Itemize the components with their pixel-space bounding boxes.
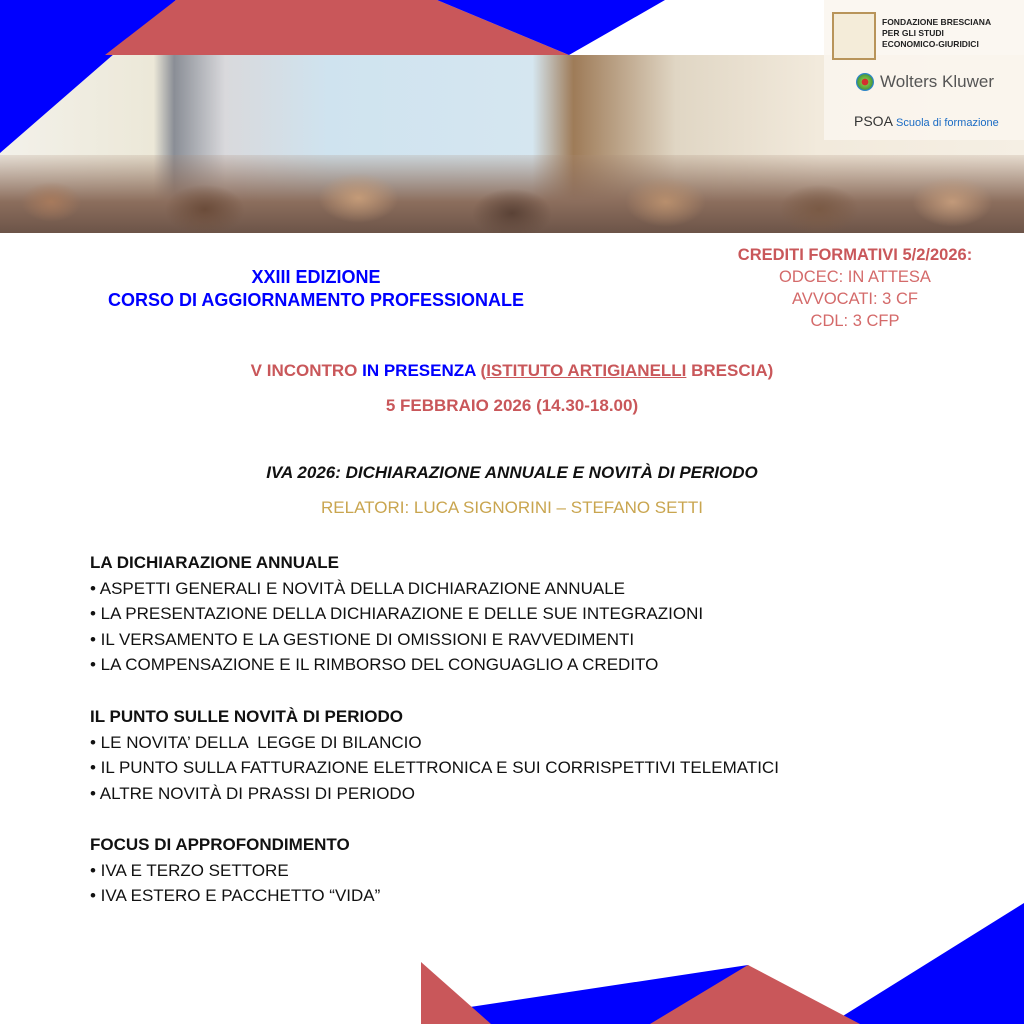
venue-city: BRESCIA) <box>686 361 774 380</box>
fondazione-line: PER GLI STUDI <box>882 28 944 38</box>
list-item: • IL VERSAMENTO E LA GESTIONE DI OMISSIONI E RAVVEDIMENTI <box>90 629 635 649</box>
venue-link[interactable]: ISTITUTO ARTIGIANELLI <box>486 361 687 380</box>
course-title <box>60 266 572 312</box>
wolters-kluwer-icon <box>856 73 874 91</box>
list-item: • IL PUNTO SULLA FATTURAZIONE ELETTRONICA E SUI CORRISPETTIVI TELEMATICI <box>90 758 779 778</box>
fondazione-logo-icon <box>832 12 876 60</box>
list-item: • IVA ESTERO E PACCHETTO “VIDA” <box>90 886 381 906</box>
wolters-kluwer-logo: Wolters Kluwer <box>880 72 994 91</box>
course-name: CORSO DI AGGIORNAMENTO PROFESSIONALE <box>107 290 525 310</box>
psoa-logo <box>854 113 999 129</box>
bottom-right-blue-shape <box>830 903 1024 1024</box>
event-date: 5 FEBBRAIO 2026 (14.30-18.00) <box>385 396 639 415</box>
meeting-info <box>0 361 1024 381</box>
fondazione-line: FONDAZIONE BRESCIANA <box>882 17 992 27</box>
fondazione-line: ECONOMICO-GIURIDICI <box>882 39 979 49</box>
list-item: • IVA E TERZO SETTORE <box>90 860 289 880</box>
section-heading: IL PUNTO SULLE NOVITÀ DI PERIODO <box>90 707 403 726</box>
meeting-mode: IN PRESENZA <box>362 361 481 380</box>
paren: ( <box>480 361 487 380</box>
meeting-number: V INCONTRO <box>250 361 363 380</box>
list-item: • ALTRE NOVITÀ DI PRASSI DI PERIODO <box>90 783 415 803</box>
list-item: • LA PRESENTAZIONE DELLA DICHIARAZIONE E DELLE SUE INTEGRAZIONI <box>90 604 704 624</box>
bottom-left-red-shape <box>421 962 491 1024</box>
list-item: • ASPETTI GENERALI E NOVITÀ DELLA DICHIARAZIONE ANNUALE <box>90 578 625 598</box>
sponsor-logos <box>824 0 1024 140</box>
section-heading: FOCUS DI APPROFONDIMENTO <box>90 835 350 854</box>
edition-label: XXIII EDIZIONE <box>251 267 381 287</box>
program-section <box>90 832 380 909</box>
psoa-subtitle: Scuola di formazione <box>896 117 999 129</box>
credits-box <box>730 244 980 332</box>
psoa-text: PSOA <box>854 113 893 129</box>
credits-heading: CREDITI FORMATIVI 5/2/2026: <box>737 246 973 264</box>
section-heading: LA DICHIARAZIONE ANNUALE <box>90 553 340 572</box>
speakers: RELATORI: LUCA SIGNORINI – STEFANO SETTI <box>321 498 703 517</box>
credit-line: CDL: 3 CFP <box>810 312 900 330</box>
program-section <box>90 704 779 806</box>
credit-line: AVVOCATI: 3 CF <box>792 290 918 308</box>
fondazione-name <box>882 17 1022 50</box>
list-item: • LE NOVITA’ DELLA LEGGE DI BILANCIO <box>90 732 422 752</box>
event-topic: IVA 2026: DICHIARAZIONE ANNUALE E NOVITÀ DI PERIODO <box>266 463 758 482</box>
program-section <box>90 550 703 678</box>
list-item: • LA COMPENSAZIONE E IL RIMBORSO DEL CONGUAGLIO A CREDITO <box>90 655 659 675</box>
credit-line: ODCEC: IN ATTESA <box>779 268 931 286</box>
